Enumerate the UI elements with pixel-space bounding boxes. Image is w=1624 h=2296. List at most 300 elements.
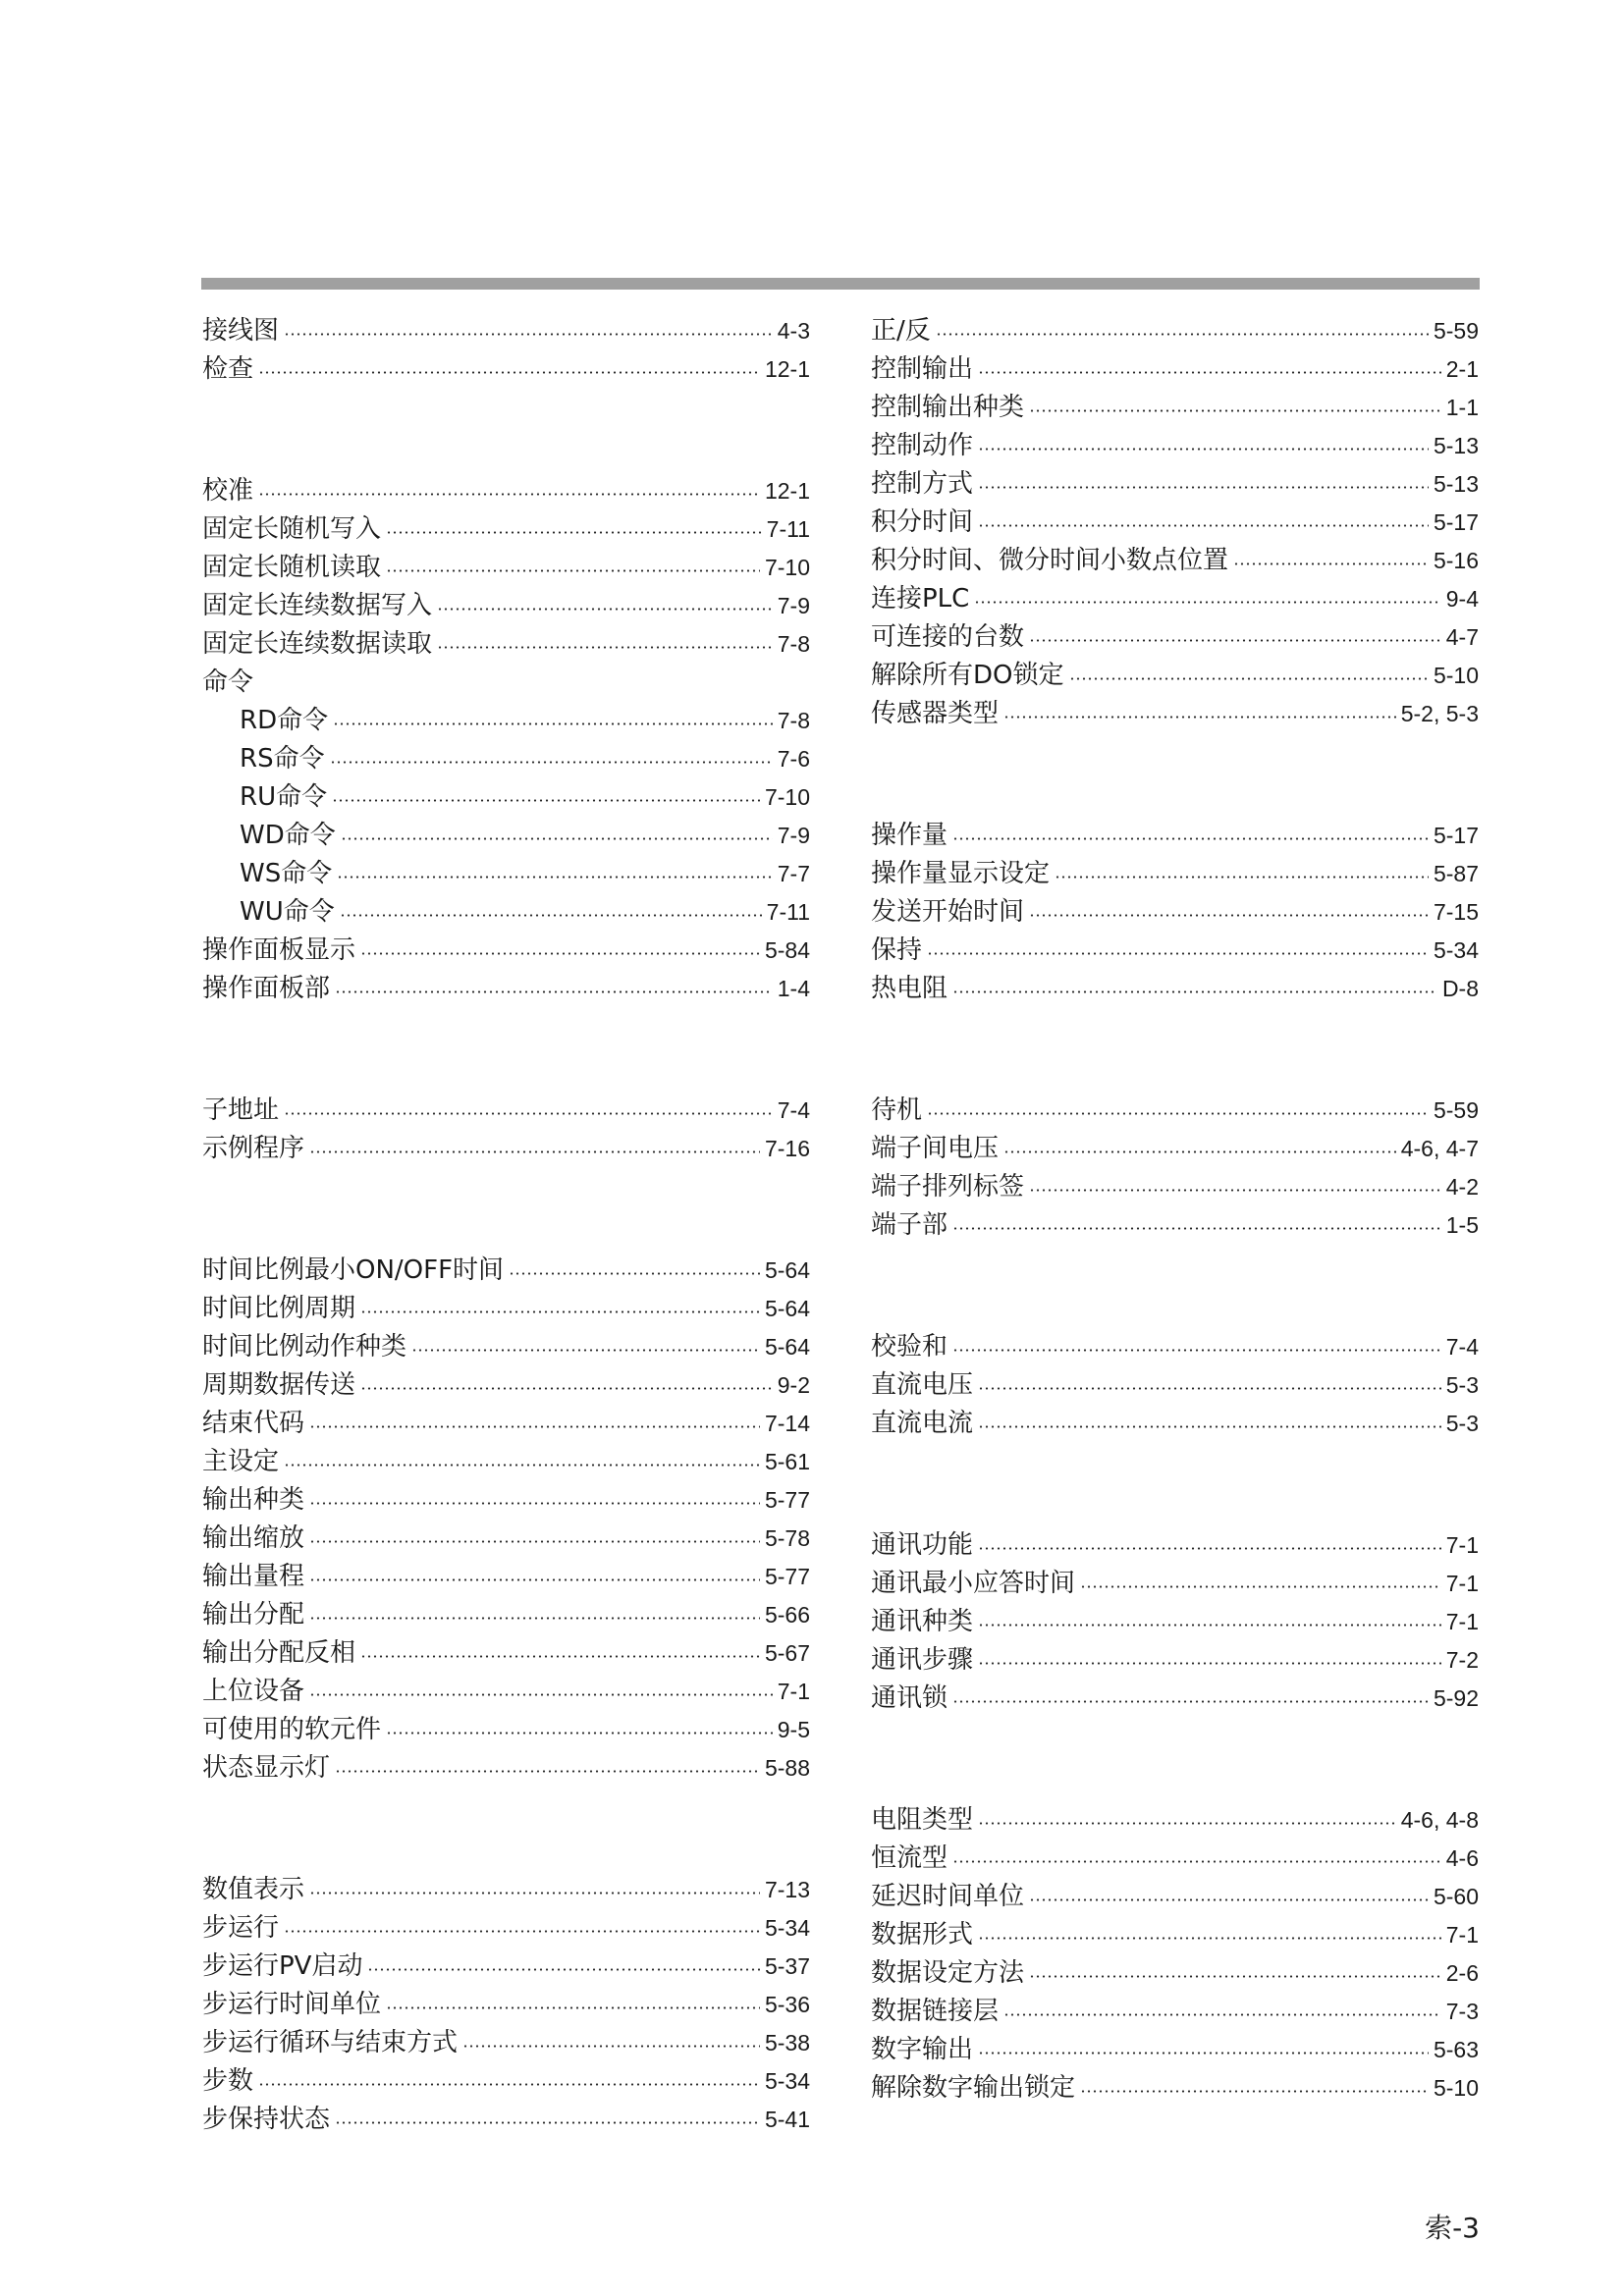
index-entry [202, 1481, 810, 1520]
index-term: 固定长连续数据读取 [202, 629, 433, 659]
dot-leader [1080, 2090, 1429, 2093]
dot-leader [978, 2052, 1429, 2055]
index-term: 示例程序 [202, 1134, 305, 1163]
index-entry [871, 350, 1479, 389]
index-term: 连接PLC [871, 584, 970, 614]
index-entry [202, 1596, 810, 1634]
index-page-ref: 5-34 [1433, 937, 1479, 963]
index-entry [202, 1443, 810, 1481]
index-term: 输出缩放 [202, 1523, 305, 1553]
index-entry [871, 817, 1479, 855]
index-page-ref: 7-8 [777, 631, 810, 657]
index-group [871, 1092, 1479, 1245]
index-page-ref: 5-34 [764, 1915, 810, 1941]
index-page-ref: 9-2 [777, 1372, 810, 1398]
index-page-ref: 7-3 [1445, 1999, 1479, 2024]
index-term: 命令 [202, 667, 254, 697]
index-entry [871, 1801, 1479, 1840]
dot-leader [974, 601, 1440, 604]
dot-leader [927, 952, 1429, 955]
dot-leader [978, 1425, 1441, 1428]
index-term: 操作量 [871, 821, 948, 850]
index-entry [202, 587, 810, 625]
dot-leader [341, 837, 773, 840]
index-term: 步保持状态 [202, 2105, 331, 2134]
dot-leader [309, 1892, 760, 1895]
dot-leader [333, 722, 773, 725]
dot-leader [258, 371, 760, 374]
index-term: 状态显示灯 [202, 1753, 331, 1783]
dot-leader [332, 799, 760, 802]
index-page-ref: D-8 [1441, 976, 1479, 1001]
index-subentry [202, 702, 810, 740]
dot-leader [978, 1547, 1441, 1550]
index-term: RS命令 [240, 744, 325, 774]
index-entry [202, 1520, 810, 1558]
index-term: 步运行循环与结束方式 [202, 2028, 459, 2057]
index-entry [871, 618, 1479, 657]
index-term: 步运行PV启动 [202, 1951, 363, 1981]
index-page-ref: 2-1 [1445, 356, 1479, 382]
index-page-ref: 7-8 [777, 708, 810, 733]
dot-leader [337, 876, 773, 879]
dot-leader [978, 1662, 1441, 1665]
index-term: 操作量显示设定 [871, 859, 1051, 888]
index-column-right [871, 312, 1479, 2191]
index-term: WD命令 [240, 821, 336, 850]
index-page-ref: 4-6, 4-8 [1400, 1807, 1479, 1833]
index-page-ref: 1-1 [1445, 395, 1479, 420]
index-term: 数据设定方法 [871, 1958, 1025, 1988]
dot-leader [1029, 639, 1441, 642]
dot-leader [309, 1150, 760, 1153]
index-term: 通讯最小应答时间 [871, 1569, 1076, 1598]
dot-leader [386, 1732, 773, 1735]
dot-leader [462, 2045, 760, 2048]
index-page-ref: 5-63 [1433, 2037, 1479, 2062]
dot-leader [360, 1387, 773, 1390]
index-term: 固定长连续数据写入 [202, 591, 433, 620]
index-entry [871, 1206, 1479, 1245]
index-page-ref: 5-92 [1433, 1685, 1479, 1711]
dot-leader [309, 1578, 760, 1581]
index-term: 积分时间 [871, 507, 974, 537]
index-page-ref: 5-3 [1445, 1372, 1479, 1398]
index-term: 控制动作 [871, 431, 974, 460]
dot-leader [1233, 562, 1429, 565]
dot-leader [360, 952, 760, 955]
index-entry [202, 2062, 810, 2101]
index-term: 解除所有DO锁定 [871, 661, 1064, 690]
index-entry [871, 1840, 1479, 1878]
index-entry [871, 855, 1479, 893]
index-page-ref: 4-7 [1445, 624, 1479, 650]
index-group [871, 1526, 1479, 1718]
index-page-ref: 7-7 [777, 861, 810, 886]
dot-leader [978, 1387, 1441, 1390]
index-page-ref: 1-5 [1445, 1212, 1479, 1238]
index-term: 数据形式 [871, 1920, 974, 1949]
index-term: 热电阻 [871, 974, 948, 1003]
index-entry [202, 1871, 810, 1909]
index-entry [871, 542, 1479, 580]
dot-leader [309, 1540, 760, 1543]
dot-leader [952, 1860, 1441, 1863]
dot-leader [411, 1349, 760, 1352]
index-entry [202, 1405, 810, 1443]
index-entry [871, 932, 1479, 970]
index-entry [202, 2101, 810, 2139]
index-page-ref: 5-17 [1433, 509, 1479, 535]
index-entry [871, 465, 1479, 504]
index-entry [202, 1130, 810, 1168]
index-page-ref: 5-37 [764, 1953, 810, 1979]
index-page-ref: 5-59 [1433, 1097, 1479, 1123]
index-page-ref: 5-41 [764, 2107, 810, 2132]
index-entry [871, 1130, 1479, 1168]
index-group [202, 1871, 810, 2139]
page-number: 索-3 [1425, 2212, 1480, 2244]
dot-leader [978, 448, 1429, 451]
index-group [871, 312, 1479, 733]
dot-leader [1029, 1975, 1441, 1978]
index-page-ref: 5-17 [1433, 823, 1479, 848]
dot-leader [952, 990, 1437, 993]
index-entry [202, 549, 810, 587]
index-entry [871, 504, 1479, 542]
index-entry [871, 1916, 1479, 1954]
index-entry [871, 893, 1479, 932]
index-term: 步运行时间单位 [202, 1990, 382, 2019]
index-subentry [202, 778, 810, 817]
index-entry [871, 695, 1479, 733]
index-entry [871, 970, 1479, 1008]
dot-leader [335, 990, 773, 993]
index-page-ref: 5-61 [764, 1449, 810, 1474]
index-page-ref: 7-15 [1433, 899, 1479, 925]
dot-leader [1003, 2013, 1441, 2016]
index-page-ref: 12-1 [764, 356, 810, 382]
index-entry [202, 1558, 810, 1596]
index-term: 端子间电压 [871, 1134, 1000, 1163]
index-page-ref: 1-4 [777, 976, 810, 1001]
index-term: 直流电流 [871, 1409, 974, 1438]
index-group [871, 1801, 1479, 2108]
index-term: RU命令 [240, 782, 328, 812]
index-entry [871, 1366, 1479, 1405]
index-entry [202, 1092, 810, 1130]
index-term: 控制输出种类 [871, 393, 1025, 422]
index-term: 延迟时间单位 [871, 1882, 1025, 1911]
dot-leader [978, 486, 1429, 489]
index-group [202, 312, 810, 389]
index-term: 接线图 [202, 316, 280, 346]
index-entry [202, 1634, 810, 1673]
index-group [202, 1252, 810, 1788]
index-page-ref: 7-11 [766, 899, 810, 925]
index-term: 传感器类型 [871, 699, 1000, 728]
index-page-ref: 4-3 [777, 318, 810, 344]
dot-leader [330, 761, 773, 764]
index-page-ref: 7-1 [1445, 1571, 1479, 1596]
index-subentry [202, 817, 810, 855]
index-term: 结束代码 [202, 1409, 305, 1438]
index-term: 输出量程 [202, 1562, 305, 1591]
index-page-ref: 7-6 [777, 746, 810, 772]
dot-leader [437, 608, 773, 611]
index-page-ref: 5-59 [1433, 318, 1479, 344]
dot-leader [309, 1502, 760, 1505]
dot-leader [258, 2083, 760, 2086]
index-group [871, 817, 1479, 1008]
dot-leader [978, 524, 1429, 527]
index-entry [871, 1878, 1479, 1916]
index-entry [871, 1526, 1479, 1565]
index-page-ref: 7-4 [1445, 1334, 1479, 1360]
index-page-ref: 5-78 [764, 1525, 810, 1551]
index-entry [871, 1680, 1479, 1718]
index-entry [202, 1366, 810, 1405]
index-term: 积分时间、微分时间小数点位置 [871, 546, 1229, 575]
index-term: 端子排列标签 [871, 1172, 1025, 1201]
index-page-ref: 5-10 [1433, 663, 1479, 688]
index-entry [202, 664, 810, 702]
header-rule [201, 278, 1480, 290]
index-entry [871, 2031, 1479, 2069]
index-page-ref: 7-11 [766, 516, 810, 542]
index-term: 上位设备 [202, 1677, 305, 1706]
index-term: 固定长随机读取 [202, 553, 382, 582]
dot-leader [367, 1968, 759, 1971]
dot-leader [1029, 1189, 1441, 1192]
index-term: 恒流型 [871, 1843, 948, 1873]
index-term: 保持 [871, 935, 923, 965]
index-term: 主设定 [202, 1447, 280, 1476]
index-page-ref: 7-1 [1445, 1532, 1479, 1558]
index-column-left [202, 312, 810, 2222]
index-term: 步运行 [202, 1913, 280, 1943]
dot-leader [284, 1112, 773, 1115]
dot-leader [386, 531, 762, 534]
index-entry [202, 1290, 810, 1328]
index-page-ref: 5-3 [1445, 1411, 1479, 1436]
dot-leader [952, 1227, 1441, 1230]
index-term: 发送开始时间 [871, 897, 1025, 927]
index-entry [202, 932, 810, 970]
index-page-ref: 5-64 [764, 1257, 810, 1283]
index-term: 正/反 [871, 316, 931, 346]
index-page-ref: 5-67 [764, 1640, 810, 1666]
index-term: 周期数据传送 [202, 1370, 356, 1400]
index-subentry [202, 893, 810, 932]
dot-leader [1029, 914, 1429, 917]
index-page-ref: 12-1 [764, 478, 810, 504]
index-term: 通讯锁 [871, 1683, 948, 1713]
dot-leader [927, 1112, 1429, 1115]
index-term: 操作面板显示 [202, 935, 356, 965]
index-term: 步数 [202, 2066, 254, 2096]
index-term: 端子部 [871, 1210, 948, 1240]
dot-leader [1055, 876, 1429, 879]
index-term: 控制方式 [871, 469, 974, 499]
index-entry [871, 427, 1479, 465]
dot-leader [284, 1464, 760, 1467]
index-subentry [202, 740, 810, 778]
index-page-ref: 5-77 [764, 1487, 810, 1513]
index-term: 控制输出 [871, 354, 974, 384]
index-entry [871, 1954, 1479, 1993]
index-entry [202, 1986, 810, 2024]
index-entry [871, 1993, 1479, 2031]
index-term: 子地址 [202, 1095, 280, 1125]
index-page-ref: 5-2, 5-3 [1400, 701, 1479, 726]
index-entry [202, 312, 810, 350]
index-entry [871, 312, 1479, 350]
index-page-ref: 5-66 [764, 1602, 810, 1628]
index-term: 输出分配反相 [202, 1638, 356, 1668]
index-entry [202, 1909, 810, 1948]
index-entry [202, 510, 810, 549]
index-entry [871, 1092, 1479, 1130]
dot-leader [509, 1272, 760, 1275]
index-page-ref: 7-1 [1445, 1922, 1479, 1948]
index-term: 时间比例最小ON/OFF时间 [202, 1255, 505, 1285]
index-page-ref: 9-4 [1445, 586, 1479, 612]
index-group [871, 1328, 1479, 1443]
index-entry [871, 2069, 1479, 2108]
index-page-ref: 4-2 [1445, 1174, 1479, 1200]
index-entry [871, 580, 1479, 618]
index-entry [202, 970, 810, 1008]
dot-leader [952, 1349, 1441, 1352]
dot-leader [309, 1617, 760, 1620]
index-page-ref: 5-13 [1433, 433, 1479, 458]
index-term: 操作面板部 [202, 974, 331, 1003]
index-term: 可连接的台数 [871, 622, 1025, 652]
dot-leader [309, 1425, 760, 1428]
index-page-ref: 2-6 [1445, 1960, 1479, 1986]
index-entry [871, 1641, 1479, 1680]
index-page-ref: 5-38 [764, 2030, 810, 2056]
index-term: 电阻类型 [871, 1805, 974, 1835]
index-group [202, 472, 810, 1008]
index-entry [871, 1168, 1479, 1206]
dot-leader [284, 1930, 760, 1933]
index-entry [202, 2024, 810, 2062]
index-page-ref: 5-36 [764, 1992, 810, 2017]
dot-leader [978, 1937, 1441, 1940]
index-term: 时间比例动作种类 [202, 1332, 407, 1362]
index-entry [871, 1603, 1479, 1641]
index-page-ref: 5-64 [764, 1296, 810, 1321]
index-term: 固定长随机写入 [202, 514, 382, 544]
index-term: 检查 [202, 354, 254, 384]
dot-leader [309, 1693, 773, 1696]
index-entry [871, 1565, 1479, 1603]
index-entry [202, 1252, 810, 1290]
dot-leader [952, 1700, 1429, 1703]
dot-leader [1003, 716, 1396, 719]
index-page-ref: 5-88 [764, 1755, 810, 1781]
dot-leader [284, 333, 773, 336]
index-page-ref: 7-2 [1445, 1647, 1479, 1673]
index-entry [202, 1749, 810, 1788]
index-page-ref: 7-13 [764, 1877, 810, 1902]
index-subentry [202, 855, 810, 893]
index-page-ref: 7-16 [764, 1136, 810, 1161]
dot-leader [1029, 1898, 1429, 1901]
dot-leader [258, 493, 760, 496]
index-page-ref: 5-13 [1433, 471, 1479, 497]
index-term: 可使用的软元件 [202, 1715, 382, 1744]
index-entry [871, 389, 1479, 427]
dot-leader [360, 1310, 760, 1313]
index-entry [202, 1711, 810, 1749]
index-page-ref: 5-77 [764, 1564, 810, 1589]
index-page-ref: 5-16 [1433, 548, 1479, 573]
index-page-ref: 7-10 [764, 555, 810, 580]
index-term: 直流电压 [871, 1370, 974, 1400]
dot-leader [335, 1770, 760, 1773]
index-entry [871, 1328, 1479, 1366]
dot-leader [360, 1655, 760, 1658]
index-term: WS命令 [240, 859, 333, 888]
dot-leader [1069, 677, 1429, 680]
index-entry [202, 350, 810, 389]
index-entry [871, 1405, 1479, 1443]
index-term: 待机 [871, 1095, 923, 1125]
index-page-ref: 5-84 [764, 937, 810, 963]
dot-leader [340, 914, 762, 917]
index-term: 校准 [202, 476, 254, 506]
index-page-ref: 7-10 [764, 784, 810, 810]
index-term: WU命令 [240, 897, 335, 927]
index-page-ref: 5-87 [1433, 861, 1479, 886]
index-entry [871, 657, 1479, 695]
index-term: 数据链接层 [871, 1997, 1000, 2026]
dot-leader [978, 371, 1441, 374]
dot-leader [335, 2121, 760, 2124]
dot-leader [386, 2006, 760, 2009]
index-term: 校验和 [871, 1332, 948, 1362]
index-page-ref: 7-9 [777, 823, 810, 848]
index-page-ref: 5-64 [764, 1334, 810, 1360]
index-page-ref: 5-60 [1433, 1884, 1479, 1909]
dot-leader [1029, 409, 1441, 412]
index-entry [202, 625, 810, 664]
dot-leader [936, 333, 1429, 336]
index-entry [202, 1948, 810, 1986]
index-page-ref: 5-34 [764, 2068, 810, 2094]
index-term: 数字输出 [871, 2035, 974, 2064]
index-term: 通讯种类 [871, 1607, 974, 1636]
index-page-ref: 9-5 [777, 1717, 810, 1742]
dot-leader [386, 569, 760, 572]
index-term: 输出分配 [202, 1600, 305, 1629]
index-page-ref: 7-4 [777, 1097, 810, 1123]
index-term: 解除数字输出锁定 [871, 2073, 1076, 2103]
dot-leader [1003, 1150, 1396, 1153]
index-page-ref: 5-10 [1433, 2075, 1479, 2101]
index-page-ref: 7-14 [764, 1411, 810, 1436]
index-page-ref: 4-6, 4-7 [1400, 1136, 1479, 1161]
index-term: 通讯功能 [871, 1530, 974, 1560]
index-group [202, 1092, 810, 1168]
dot-leader [978, 1822, 1396, 1825]
index-term: 通讯步骤 [871, 1645, 974, 1675]
index-page-ref: 7-9 [777, 593, 810, 618]
dot-leader [952, 837, 1429, 840]
